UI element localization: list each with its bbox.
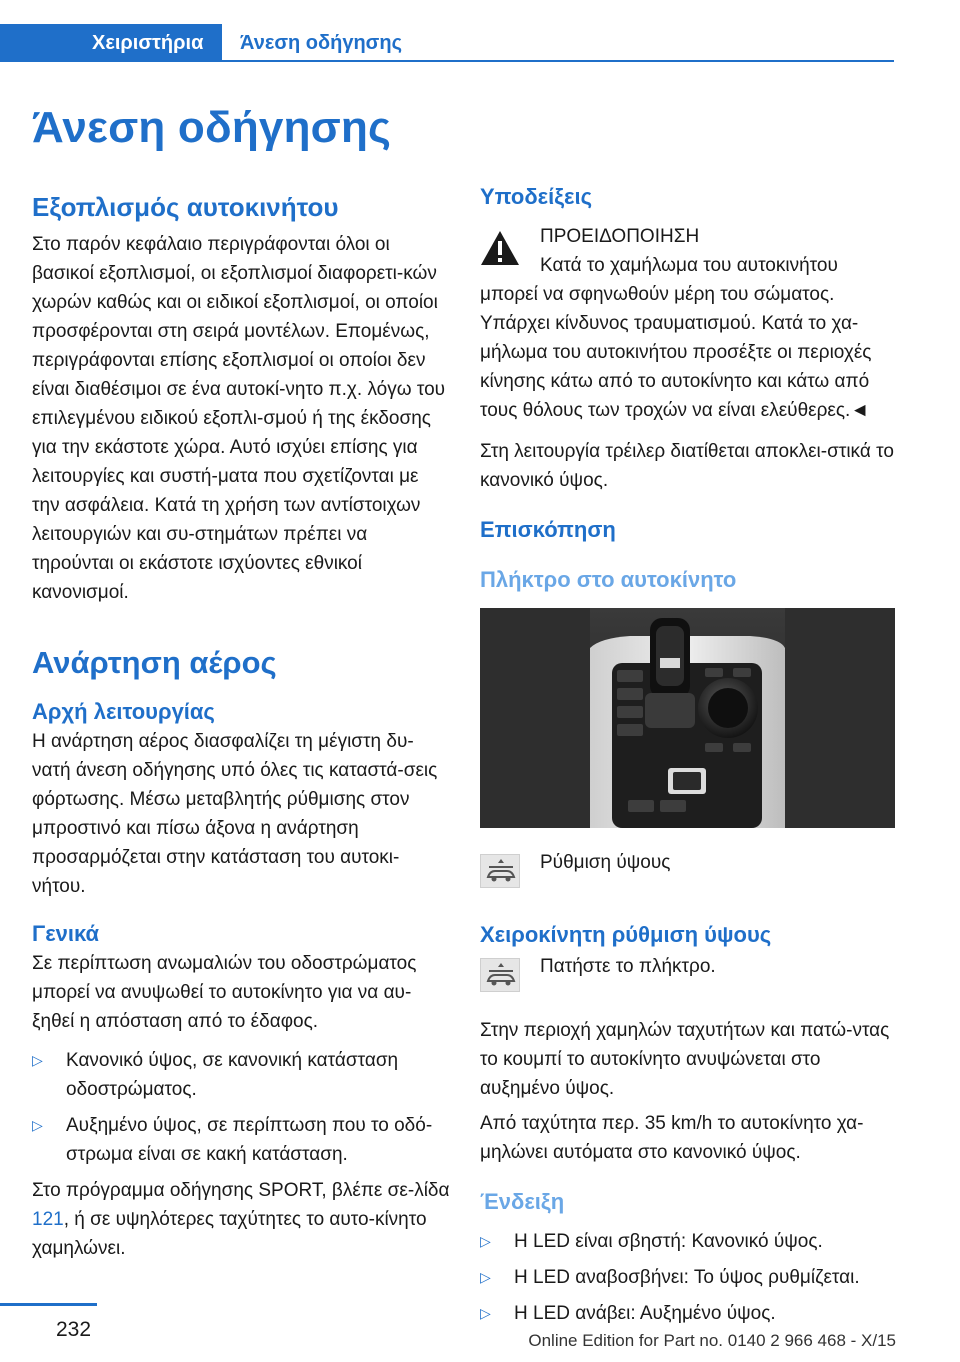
warning-triangle-icon [480, 230, 520, 266]
warning-text: μπορεί να σφηνωθούν μέρη του σώματος. Υπάρχει κίνδυνος τραυματισμού. Κατά το χα-μήλωμα του αυτοκινήτου προσέξτε οι περιοχές κίνησης κάτω από το αυτοκίνητο και κάτω από τους θόλους των τροχών να είναι ελεύθερες.◄ [480, 284, 872, 421]
list-item: ▷ Αυξημένο ύψος, σε περίπτωση που το οδό-στρωμα είναι σε κακή κατάσταση. [32, 1111, 450, 1169]
car-height-icon [480, 854, 520, 888]
subheading-button-location: Πλήκτρο στο αυτοκίνητο [480, 567, 737, 592]
subheading-principle: Αρχή λειτουργίας [32, 699, 215, 724]
warning-first-line: Κατά το χαμήλωμα του αυτοκινήτου [540, 255, 838, 276]
triangle-bullet-icon: ▷ [480, 1269, 491, 1285]
left-column [32, 190, 450, 1263]
symbol-label: Ρύθμιση ύψους [540, 852, 671, 873]
tab-controls[interactable]: Χειριστήρια [0, 24, 222, 62]
triangle-bullet-icon: ▷ [32, 1052, 43, 1068]
page-link[interactable]: 121 [32, 1209, 64, 1230]
list-item: ▷ Η LED ανάβει: Αυξημένο ύψος. [480, 1299, 895, 1328]
warning-block [480, 222, 895, 425]
subheading-hints: Υποδείξεις [480, 184, 593, 209]
tab-driving-comfort[interactable]: Άνεση οδήγησης [222, 24, 894, 62]
manual-paragraph-2: Από ταχύτητα περ. 35 km/h το αυτοκίνητο χα-μηλώνει αυτόματα στο κανονικό ύψος. [480, 1113, 864, 1163]
subheading-manual-adjustment: Χειροκίνητη ρύθμιση ύψους [480, 922, 772, 947]
center-console-photo [480, 608, 895, 828]
warning-title: ΠΡΟΕΙΔΟΠΟΙΗΣΗ [540, 226, 700, 247]
center-console-illustration [480, 608, 895, 828]
footer-rule [0, 1303, 97, 1306]
principle-paragraph: Η ανάρτηση αέρος διασφαλίζει τη μέγιστη δυ-νατή άνεση οδήγησης υπό όλες τις καταστά-σεις φόρτωσης. Μέσω μεταβλητής ρύθμισης στον μπροστινό και πίσω άξονα η ανάρτηση προσαρμόζεται στην κατάσταση του αυτοκι-νήτου. [32, 731, 438, 897]
triangle-bullet-icon: ▷ [480, 1305, 491, 1321]
list-item: ▷ Η LED αναβοσβήνει: Το ύψος ρυθμίζεται. [480, 1263, 895, 1292]
page-number: 232 [56, 1318, 92, 1341]
equipment-paragraph: Στο παρόν κεφάλαιο περιγράφονται όλοι οι βασικοί εξοπλισμοί, οι εξοπλισμοί διαφορετι-κών χωρών καθώς και οι ειδικοί εξοπλισμοί, οι οποίοι προσφέρονται στη σειρά μοντέλων. Επομένως, περιγράφονται επίσης εξοπλισμοί οι οποίοι δεν είναι διαθέσιμοι σε ένα αυτοκί-νητο π.χ. λόγω του επιλεγμένου ειδικού εξοπλι-σμού ή της έκδοσης για την εκάστοτε χώρα. Αυτό ισχύει επίσης για λειτουργίες και συστή-ματα που σχετίζονται με την ασφάλεια. Κατά τη χρήση των αντίστοιχων λειτουργιών και συ-στημάτων πρέπει να τηρούνται οι εκάστοτε ισχύοντες εθνικοί κανονισμοί. [32, 234, 446, 603]
trailer-paragraph: Στη λειτουργία τρέιλερ διατίθεται αποκλει-στικά το κανονικό ύψος. [480, 441, 894, 491]
sport-paragraph: Στο πρόγραμμα οδήγησης SPORT, βλέπε σε-λίδα 121, ή σε υψηλότερες ταχύτητες το αυτο-κίνητο χαμηλώνει. [32, 1180, 450, 1259]
subheading-general: Γενικά [32, 921, 100, 946]
page-title: Άνεση οδήγησης [32, 103, 392, 152]
height-options-list [32, 1046, 450, 1169]
manual-step-row [480, 952, 895, 994]
list-item: ▷ Η LED είναι σβηστή: Κανονικό ύψος. [480, 1227, 895, 1256]
right-column [480, 182, 895, 1335]
list-item: ▷ Κανονικό ύψος, σε κανονική κατάσταση οδοστρώματος. [32, 1046, 450, 1104]
section-heading-equipment: Εξοπλισμός αυτοκινήτου [32, 192, 339, 222]
header-bar [0, 24, 894, 62]
edition-note: Online Edition for Part no. 0140 2 966 468 - X/15 [528, 1331, 896, 1350]
manual-step-text: Πατήστε το πλήκτρο. [540, 956, 716, 977]
manual-paragraph-1: Στην περιοχή χαμηλών ταχυτήτων και πατώ-ντας το κουμπί το αυτοκίνητο ανυψώνεται στο αυξημένο ύψος. [480, 1020, 890, 1099]
section-heading-air-suspension: Ανάρτηση αέρος [32, 645, 277, 680]
general-paragraph: Σε περίπτωση ανωμαλιών του οδοστρώματος μπορεί να ανυψωθεί το αυτοκίνητο για να αυ-ξηθεί η απόσταση από το έδαφος. [32, 953, 417, 1032]
subheading-display: Ένδειξη [480, 1189, 565, 1214]
led-status-list [480, 1227, 895, 1328]
subheading-overview: Επισκόπηση [480, 517, 616, 542]
triangle-bullet-icon: ▷ [480, 1233, 491, 1249]
triangle-bullet-icon: ▷ [32, 1117, 43, 1133]
car-height-icon [480, 958, 520, 992]
height-symbol-row [480, 848, 895, 890]
